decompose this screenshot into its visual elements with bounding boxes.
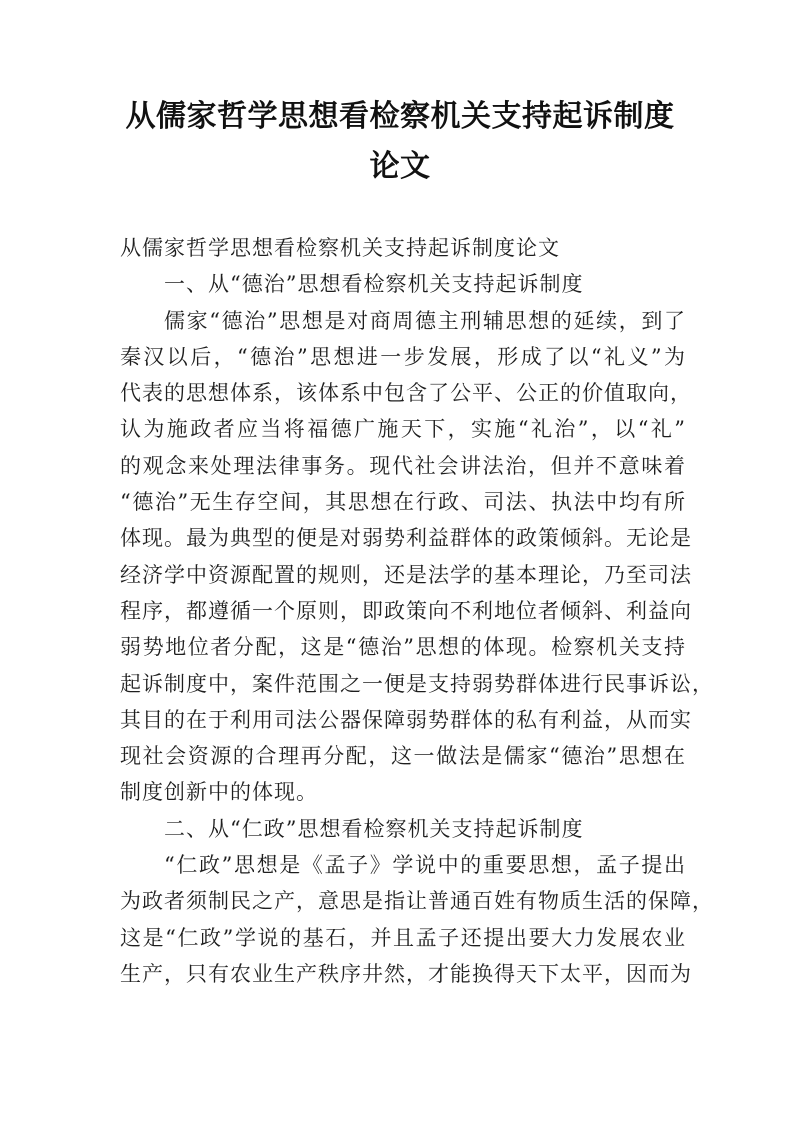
paragraph-line: 制度创新中的体现。: [120, 780, 318, 805]
section-2-paragraph: [120, 847, 714, 992]
subtitle: 从儒家哲学思想看检察机关支持起诉制度论文: [120, 236, 560, 260]
paragraph-line: 起诉制度中，案件范围之一便是支持弱势群体进行民事诉讼，: [120, 671, 714, 696]
paragraph-line: 的观念来处理法律事务。现代社会讲法治，但并不意味着: [120, 453, 686, 478]
document-title: [0, 92, 800, 192]
section-heading-1: 一、从“德治”思想看检察机关支持起诉制度: [164, 272, 584, 297]
paragraph-line: 弱势地位者分配，这是“德治”思想的体现。检察机关支持: [120, 635, 686, 660]
section-1-paragraph: [120, 303, 714, 811]
section-heading-2: 二、从“仁政”思想看检察机关支持起诉制度: [164, 816, 584, 841]
title-line-1: 从儒家哲学思想看检察机关支持起诉制度: [125, 99, 675, 134]
paragraph-line: 现社会资源的合理再分配，这一做法是儒家“德治”思想在: [120, 744, 686, 769]
title-line-2: 论文: [369, 149, 431, 184]
paragraph-line: 为政者须制民之产，意思是指让普通百姓有物质生活的保障，: [120, 889, 714, 914]
paragraph-line: 代表的思想体系，该体系中包含了公平、公正的价值取向，: [120, 381, 692, 406]
paragraph-line: 这是“仁政”学说的基石，并且孟子还提出要大力发展农业: [120, 925, 686, 950]
paragraph-line: “德治”无生存空间，其思想在行政、司法、执法中均有所: [120, 490, 686, 515]
paragraph-line: 生产，只有农业生产秩序井然，才能换得天下太平，因而为: [120, 961, 692, 986]
paragraph-line: 儒家“德治”思想是对商周德主刑辅思想的延续，到了: [164, 308, 686, 333]
paragraph-line: 体现。最为典型的便是对弱势利益群体的政策倾斜。无论是: [120, 526, 692, 551]
document-body: [120, 230, 714, 992]
subtitle-line: [120, 230, 686, 266]
paragraph-line: 秦汉以后，“德治”思想进一步发展，形成了以“礼义”为: [120, 344, 686, 369]
paragraph-line: 其目的在于利用司法公器保障弱势群体的私有利益，从而实: [120, 707, 692, 732]
paragraph-line: 程序，都遵循一个原则，即政策向不利地位者倾斜、利益向: [120, 598, 692, 623]
paragraph-line: 认为施政者应当将福德广施天下，实施“礼治”，以“礼”: [120, 417, 686, 442]
paragraph-line: 经济学中资源配置的规则，还是法学的基本理论，乃至司法: [120, 562, 692, 587]
paragraph-line: “仁政”思想是《孟子》学说中的重要思想，孟子提出: [164, 853, 686, 878]
